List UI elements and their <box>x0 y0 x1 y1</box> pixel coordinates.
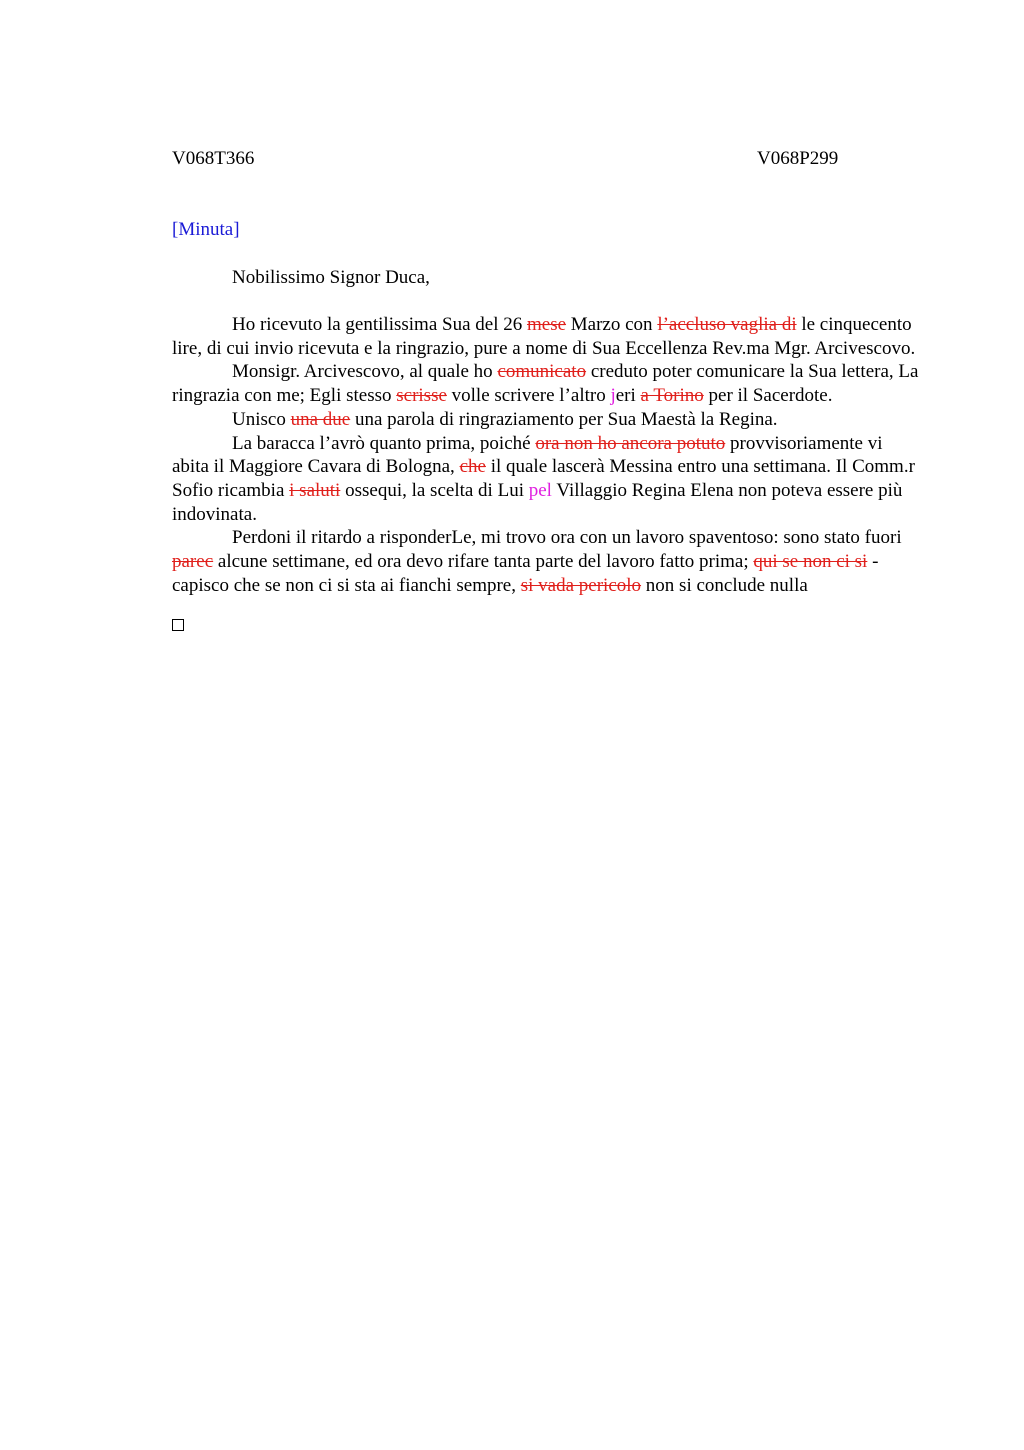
letter-text: Villaggio Regina Elena non poteva essere più indovinata. <box>172 479 903 525</box>
deleted-text: mese <box>526 314 567 335</box>
letter-text: creduto poter comunicare la Sua lettera, La ringrazia con me; Egli stesso <box>172 361 919 407</box>
document-code-left: V068T366 <box>172 148 255 169</box>
letter-text: - capisco che se non ci si sta ai fianchi sempre, <box>172 551 879 596</box>
inserted-text: j <box>610 385 616 407</box>
letter-paragraph <box>172 408 920 432</box>
letter-text: una parola di ringraziamento per Sua Maestà la Regina. <box>350 408 778 430</box>
letter-text: Unisco <box>232 408 291 430</box>
letter-paragraph <box>172 432 920 527</box>
document-code-right: V068P299 <box>757 148 839 169</box>
letter-text: alcune settimane, ed ora devo rifare tanta parte del lavoro fatto prima; <box>213 551 754 573</box>
salutation: Nobilissimo Signor Duca, <box>232 267 430 288</box>
letter-text: Perdoni il ritardo a risponderLe, mi trovo ora con un lavoro spaventoso: sono stato fuori <box>232 527 902 549</box>
letter-paragraph <box>172 526 920 597</box>
letter-paragraph <box>172 313 920 360</box>
letter-body <box>172 313 920 597</box>
inserted-text: pel <box>528 479 552 501</box>
letter-text: eri <box>615 385 641 407</box>
deleted-text: una due <box>290 408 351 430</box>
deleted-text: a Torino <box>640 385 704 407</box>
letter-text: il quale lascerà Messina entro una settimana. Il Comm.r Sofio ricambia <box>172 456 915 501</box>
draft-label: [Minuta] <box>172 219 240 240</box>
deleted-text: che <box>459 456 486 478</box>
empty-square-icon <box>172 619 184 631</box>
document-header <box>172 146 920 172</box>
letter-text: volle scrivere l’altro <box>446 385 611 407</box>
deleted-text: parec <box>172 551 214 573</box>
letter-text: Ho ricevuto la gentilissima Sua del 26 <box>232 314 527 335</box>
letter-text: Marzo con <box>566 314 658 335</box>
deleted-text: si vada pericolo <box>520 574 642 596</box>
letter-text: provvisoriamente vi abita il Maggiore Cavara di Bologna, <box>172 432 883 478</box>
letter-text: per il Sacerdote. <box>703 385 833 407</box>
letter-text: le cinquecento lire, di cui invio ricevuta e la ringrazio, pure a nome di Sua Eccellenza Rev.ma Mgr. Arcivescovo. <box>172 314 916 359</box>
letter-text: La baracca l’avrò quanto prima, poiché <box>232 432 536 454</box>
deleted-text: qui se non ci si <box>753 551 868 573</box>
deleted-text: scrisse <box>396 385 447 407</box>
document-page <box>172 146 920 631</box>
deleted-text: l’accluso vaglia di <box>657 314 797 335</box>
letter-paragraph <box>172 360 920 407</box>
deleted-text: comunicato <box>497 361 587 383</box>
letter-text: Monsigr. Arcivescovo, al quale ho <box>232 361 498 383</box>
letter-text: ossequi, la scelta di Lui <box>340 479 529 501</box>
letter-text: non si conclude nulla <box>641 574 808 596</box>
deleted-text: ora non ho ancora potuto <box>535 432 726 454</box>
deleted-text: i saluti <box>289 479 341 501</box>
